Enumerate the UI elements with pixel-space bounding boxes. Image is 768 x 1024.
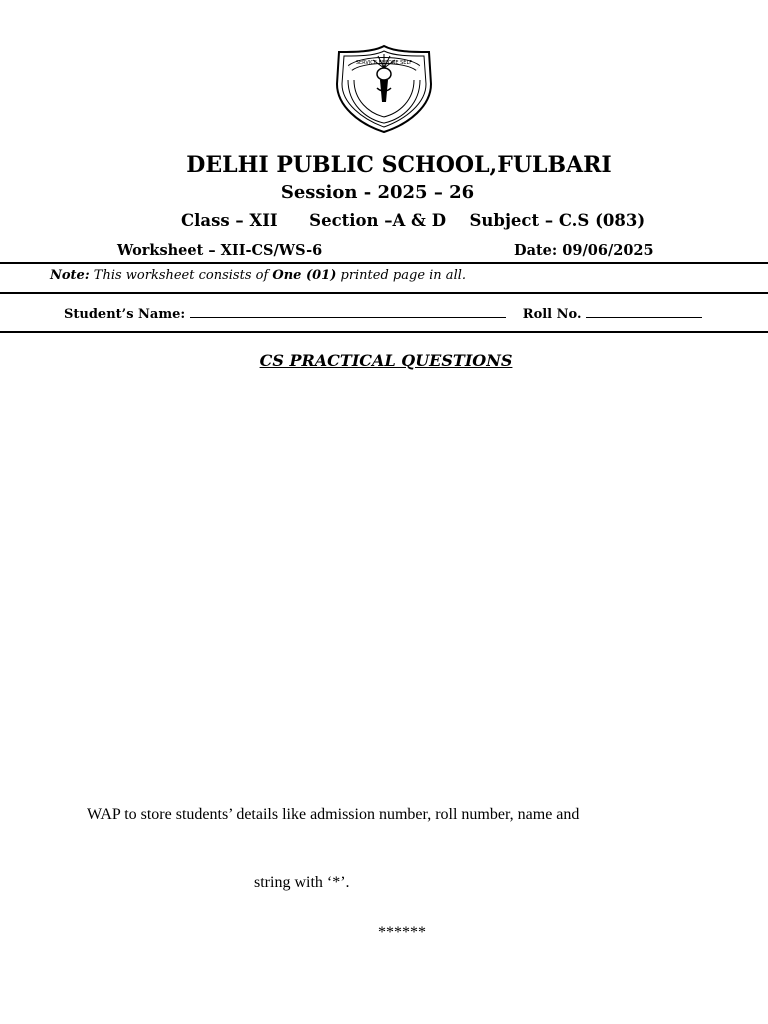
end-marker: ******: [378, 924, 426, 941]
note: Note: This worksheet consists of One (01) printed page in all.: [50, 268, 467, 283]
question-line-2: string with ‘*’.: [254, 874, 350, 891]
svg-text:SERVICE BEFORE SELF: SERVICE BEFORE SELF: [355, 60, 413, 66]
roll-no-label: Roll No.: [522, 307, 582, 322]
student-name-field[interactable]: [190, 305, 506, 318]
student-info: [64, 305, 702, 322]
date: Date: 09/06/2025: [514, 242, 654, 259]
class-label: Class – XII: [181, 211, 278, 230]
subject-label: Subject – C.S (083): [469, 211, 646, 230]
class-section-subject: [181, 211, 645, 230]
divider-middle: [0, 292, 768, 294]
school-name: DELHI PUBLIC SCHOOL,FULBARI: [186, 152, 612, 178]
worksheet-id: Worksheet – XII-CS/WS-6: [117, 242, 323, 259]
school-logo: [333, 44, 435, 134]
school-crest-icon: [333, 44, 435, 134]
session: Session - 2025 – 26: [280, 182, 475, 203]
student-name-label: Student’s Name:: [64, 307, 186, 322]
note-label: Note:: [50, 268, 90, 283]
section-label: Section –A & D: [309, 211, 446, 230]
roll-no-field[interactable]: [586, 305, 702, 318]
divider-bottom: [0, 331, 768, 333]
divider-top: [0, 262, 768, 264]
section-title: CS PRACTICAL QUESTIONS: [259, 351, 513, 370]
question-line-1: WAP to store students’ details like admission number, roll number, name and: [87, 806, 580, 823]
